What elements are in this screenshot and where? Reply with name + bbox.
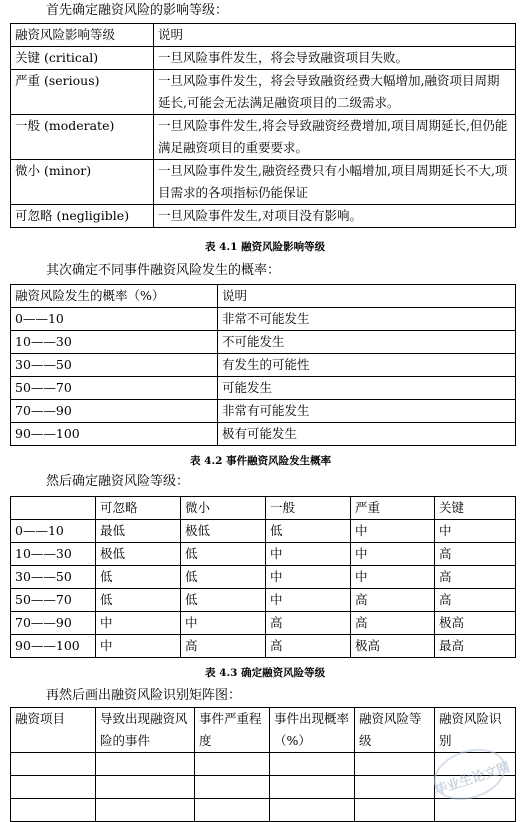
probability-range-cell: 90——100 bbox=[11, 635, 96, 658]
empty-cell bbox=[195, 776, 270, 799]
empty-cell bbox=[96, 799, 195, 822]
section2-caption: 表 4.2 事件融资风险发生概率 bbox=[190, 455, 332, 467]
description-cell: 一旦风险事件发生，将会导致融资项目失败。 bbox=[154, 47, 516, 70]
risk-level-matrix bbox=[10, 496, 516, 658]
probability-table bbox=[10, 284, 516, 446]
risk-level-cell: 中 bbox=[351, 543, 435, 566]
description-cell: 一旦风险事件发生,将会导致融资经费增加,项目周期延长,但仍能满足融资项目的重要要求。 bbox=[154, 115, 516, 160]
risk-level-cell: 低 bbox=[181, 543, 266, 566]
risk-level-cell: 高 bbox=[435, 589, 516, 612]
risk-level-cell: 中 bbox=[266, 566, 351, 589]
risk-level-cell: 低 bbox=[96, 589, 181, 612]
description-cell: 极有可能发生 bbox=[218, 423, 516, 446]
risk-level-cell: 高 bbox=[266, 635, 351, 658]
table-row bbox=[11, 115, 516, 160]
empty-cell bbox=[11, 799, 96, 822]
empty-cell bbox=[11, 776, 96, 799]
risk-level-cell: 极低 bbox=[181, 520, 266, 543]
risk-level-cell: 低 bbox=[96, 566, 181, 589]
risk-level-cell: 低 bbox=[266, 520, 351, 543]
empty-cell bbox=[270, 776, 355, 799]
description-cell: 可能发生 bbox=[218, 377, 516, 400]
probability-range-cell: 0——10 bbox=[11, 308, 218, 331]
risk-level-cell: 低 bbox=[181, 589, 266, 612]
risk-level-cell: 最低 bbox=[96, 520, 181, 543]
watermark-text: 毕业生论文网 bbox=[432, 760, 512, 799]
description-cell: 一旦风险事件发生，将会导致融资经费大幅增加,融资项目周期延长,可能会无法满足融资项目的二级需求。 bbox=[154, 70, 516, 115]
risk-level-cell: 中 bbox=[351, 566, 435, 589]
risk-level-cell: 高 bbox=[181, 635, 266, 658]
table-header-row bbox=[11, 497, 516, 520]
description-cell: 非常有可能发生 bbox=[218, 400, 516, 423]
risk-level-cell: 高 bbox=[435, 566, 516, 589]
empty-cell bbox=[355, 776, 435, 799]
section2-intro: 其次确定不同事件融资风险发生的概率： bbox=[46, 263, 281, 278]
impact-level-cell: 一般 (moderate) bbox=[11, 115, 154, 160]
header-cell: 融资风险识别 bbox=[435, 708, 516, 753]
table-row bbox=[11, 354, 516, 377]
header-cell: 微小 bbox=[181, 497, 266, 520]
empty-cell bbox=[11, 753, 96, 776]
section3-caption: 表 4.3 确定融资风险等级 bbox=[205, 667, 326, 679]
impact-level-cell: 微小 (minor) bbox=[11, 160, 154, 205]
description-cell: 一旦风险事件发生,对项目没有影响。 bbox=[154, 205, 516, 228]
probability-range-cell: 70——90 bbox=[11, 612, 96, 635]
table-row bbox=[11, 423, 516, 446]
table-row bbox=[11, 205, 516, 228]
table-row bbox=[11, 160, 516, 205]
description-cell: 非常不可能发生 bbox=[218, 308, 516, 331]
probability-range-cell: 50——70 bbox=[11, 377, 218, 400]
header-cell: 融资项目 bbox=[11, 708, 96, 753]
probability-range-cell: 30——50 bbox=[11, 354, 218, 377]
table-row bbox=[11, 589, 516, 612]
section3-intro: 然后确定融资风险等级： bbox=[46, 474, 190, 489]
empty-cell bbox=[96, 753, 195, 776]
header-cell: 说明 bbox=[218, 285, 516, 308]
header-cell: 融资风险发生的概率（%） bbox=[11, 285, 218, 308]
table-row bbox=[11, 543, 516, 566]
table-row bbox=[11, 612, 516, 635]
section1-caption: 表 4.1 融资风险影响等级 bbox=[205, 241, 326, 253]
empty-cell bbox=[195, 753, 270, 776]
risk-level-cell: 极低 bbox=[96, 543, 181, 566]
risk-level-cell: 中 bbox=[96, 635, 181, 658]
risk-level-cell: 中 bbox=[266, 589, 351, 612]
risk-level-cell: 高 bbox=[266, 612, 351, 635]
table-header-row bbox=[11, 285, 516, 308]
risk-level-cell: 高 bbox=[351, 589, 435, 612]
probability-range-cell: 50——70 bbox=[11, 589, 96, 612]
probability-range-cell: 0——10 bbox=[11, 520, 96, 543]
description-cell: 不可能发生 bbox=[218, 331, 516, 354]
description-cell: 一旦风险事件发生,融资经费只有小幅增加,项目周期延长不大,项目需求的各项指标仍能保证 bbox=[154, 160, 516, 205]
table-row bbox=[11, 377, 516, 400]
empty-cell bbox=[355, 799, 435, 822]
risk-level-cell: 中 bbox=[266, 543, 351, 566]
impact-level-cell: 严重 (serious) bbox=[11, 70, 154, 115]
table-row bbox=[11, 566, 516, 589]
probability-range-cell: 90——100 bbox=[11, 423, 218, 446]
probability-range-cell: 70——90 bbox=[11, 400, 218, 423]
header-cell: 严重 bbox=[351, 497, 435, 520]
header-cell: 说明 bbox=[154, 24, 516, 47]
header-cell: 事件严重程度 bbox=[195, 708, 270, 753]
risk-level-cell: 中 bbox=[96, 612, 181, 635]
header-cell: 导致出现融资风险的事件 bbox=[96, 708, 195, 753]
table-header-row bbox=[11, 24, 516, 47]
probability-range-cell: 10——30 bbox=[11, 331, 218, 354]
risk-level-cell: 低 bbox=[181, 566, 266, 589]
empty-cell bbox=[270, 799, 355, 822]
impact-level-cell: 可忽略 (negligible) bbox=[11, 205, 154, 228]
empty-cell bbox=[96, 776, 195, 799]
impact-level-cell: 关键 (critical) bbox=[11, 47, 154, 70]
header-cell: 融资风险影响等级 bbox=[11, 24, 154, 47]
table-row bbox=[11, 635, 516, 658]
description-cell: 有发生的可能性 bbox=[218, 354, 516, 377]
risk-level-cell: 高 bbox=[351, 612, 435, 635]
table-row bbox=[11, 331, 516, 354]
header-cell: 关键 bbox=[435, 497, 516, 520]
header-cell: 事件出现概率（%） bbox=[270, 708, 355, 753]
risk-level-cell: 最高 bbox=[435, 635, 516, 658]
probability-range-cell: 10——30 bbox=[11, 543, 96, 566]
risk-level-cell: 极高 bbox=[351, 635, 435, 658]
section4-intro: 再然后画出融资风险识别矩阵图： bbox=[46, 688, 242, 703]
section1-intro: 首先确定融资风险的影响等级： bbox=[46, 3, 229, 18]
table-row bbox=[11, 520, 516, 543]
empty-cell bbox=[270, 753, 355, 776]
impact-level-table bbox=[10, 23, 516, 228]
risk-level-cell: 高 bbox=[435, 543, 516, 566]
table-row bbox=[11, 70, 516, 115]
header-cell: 融资风险等级 bbox=[355, 708, 435, 753]
risk-level-cell: 中 bbox=[435, 520, 516, 543]
risk-level-cell: 极高 bbox=[435, 612, 516, 635]
header-cell: 一般 bbox=[266, 497, 351, 520]
table-row bbox=[11, 308, 516, 331]
header-cell bbox=[11, 497, 96, 520]
risk-level-cell: 中 bbox=[351, 520, 435, 543]
table-header-row bbox=[11, 708, 516, 753]
probability-range-cell: 30——50 bbox=[11, 566, 96, 589]
table-row bbox=[11, 400, 516, 423]
header-cell: 可忽略 bbox=[96, 497, 181, 520]
risk-level-cell: 中 bbox=[181, 612, 266, 635]
table-row bbox=[11, 47, 516, 70]
empty-cell bbox=[195, 799, 270, 822]
